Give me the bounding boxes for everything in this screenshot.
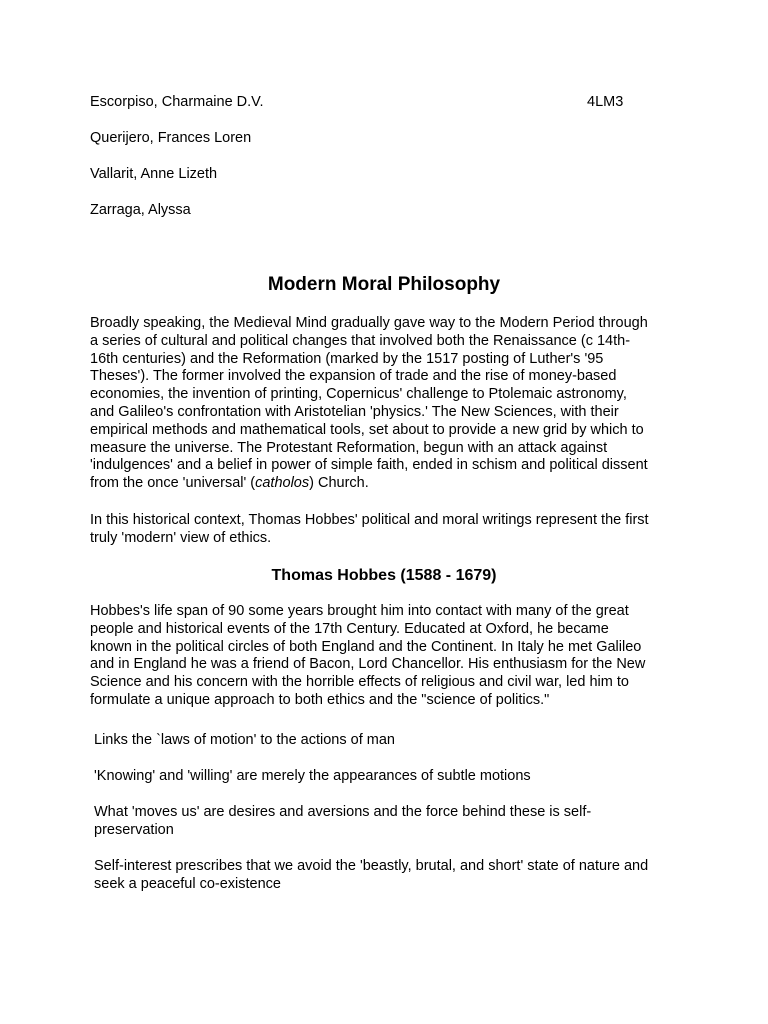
list-item	[94, 732, 684, 750]
context-paragraph	[90, 512, 680, 548]
list-item	[94, 804, 684, 840]
paragraph-line: Science and his concern with the horrible effects of religious and civil war, led him to	[90, 674, 629, 691]
paragraph-line: a series of cultural and political changes that involved both the Renaissance (c 14th-	[90, 332, 631, 349]
paragraph-line: measure the universe. The Protestant Reformation, begun with an attack against	[90, 439, 608, 456]
italic-term: catholos	[255, 475, 310, 492]
author-name: Zarraga, Alyssa	[90, 202, 191, 218]
author-name: Escorpiso, Charmaine D.V.	[90, 94, 264, 110]
section-heading: Thomas Hobbes (1588 - 1679)	[271, 567, 497, 584]
list-item-line: 'Knowing' and 'willing' are merely the appearances of subtle motions	[94, 768, 531, 784]
paragraph-line: economies, the invention of printing, Copernicus' challenge to Ptolemaic astronomy,	[90, 386, 627, 403]
list-item-line: What 'moves us' are desires and aversions and the force behind these is self-	[94, 804, 592, 820]
class-code: 4LM3	[587, 94, 624, 110]
paragraph-line: and Galileo's confrontation with Aristotelian 'physics.' The New Sciences, with their	[90, 403, 619, 420]
author-name: Vallarit, Anne Lizeth	[90, 166, 218, 182]
list-item	[94, 858, 684, 894]
paragraph-line: Hobbes's life span of 90 some years brought him into contact with many of the great	[90, 603, 629, 619]
intro-paragraph	[90, 315, 680, 493]
paragraph-line: and in England he was a friend of Bacon, Lord Chancellor. His enthusiasm for the New	[90, 656, 646, 673]
paragraph-line: In this historical context, Thomas Hobbes' political and moral writings represent the first	[90, 512, 649, 528]
hobbes-paragraph	[90, 603, 680, 710]
document-title: Modern Moral Philosophy	[267, 274, 501, 295]
paragraph-line: 16th centuries) and the Reformation (marked by the 1517 posting of Luther's '95	[90, 350, 604, 367]
paragraph-line: Theses'). The former involved the expansion of trade and the rise of money-based	[90, 368, 617, 385]
list-item	[94, 768, 684, 786]
paragraph-line: 'indulgences' and a belief in power of simple faith, ended in schism and political dissent	[90, 457, 648, 474]
list-item-line: preservation	[94, 821, 174, 838]
list-item-line: seek a peaceful co-existence	[94, 875, 281, 892]
list-item-line: Links the `laws of motion' to the actions of man	[94, 732, 395, 748]
paragraph-line: known in the political circles of both England and the Continent. In Italy he met Galileo	[90, 638, 642, 655]
list-item-line: Self-interest prescribes that we avoid the 'beastly, brutal, and short' state of nature and	[94, 858, 649, 874]
paragraph-line: Broadly speaking, the Medieval Mind gradually gave way to the Modern Period through	[90, 315, 648, 331]
paragraph-line	[90, 475, 680, 493]
paragraph-line: formulate a unique approach to both ethics and the "science of politics."	[90, 691, 550, 708]
text-run: from the once 'universal' (	[90, 475, 256, 492]
author-name: Querijero, Frances Loren	[90, 130, 252, 146]
paragraph-line: empirical methods and mathematical tools, set about to provide a new grid by which to	[90, 421, 644, 438]
text-run: ) Church.	[309, 475, 369, 492]
paragraph-line: truly 'modern' view of ethics.	[90, 529, 272, 546]
paragraph-line: people and historical events of the 17th Century. Educated at Oxford, he became	[90, 620, 609, 637]
